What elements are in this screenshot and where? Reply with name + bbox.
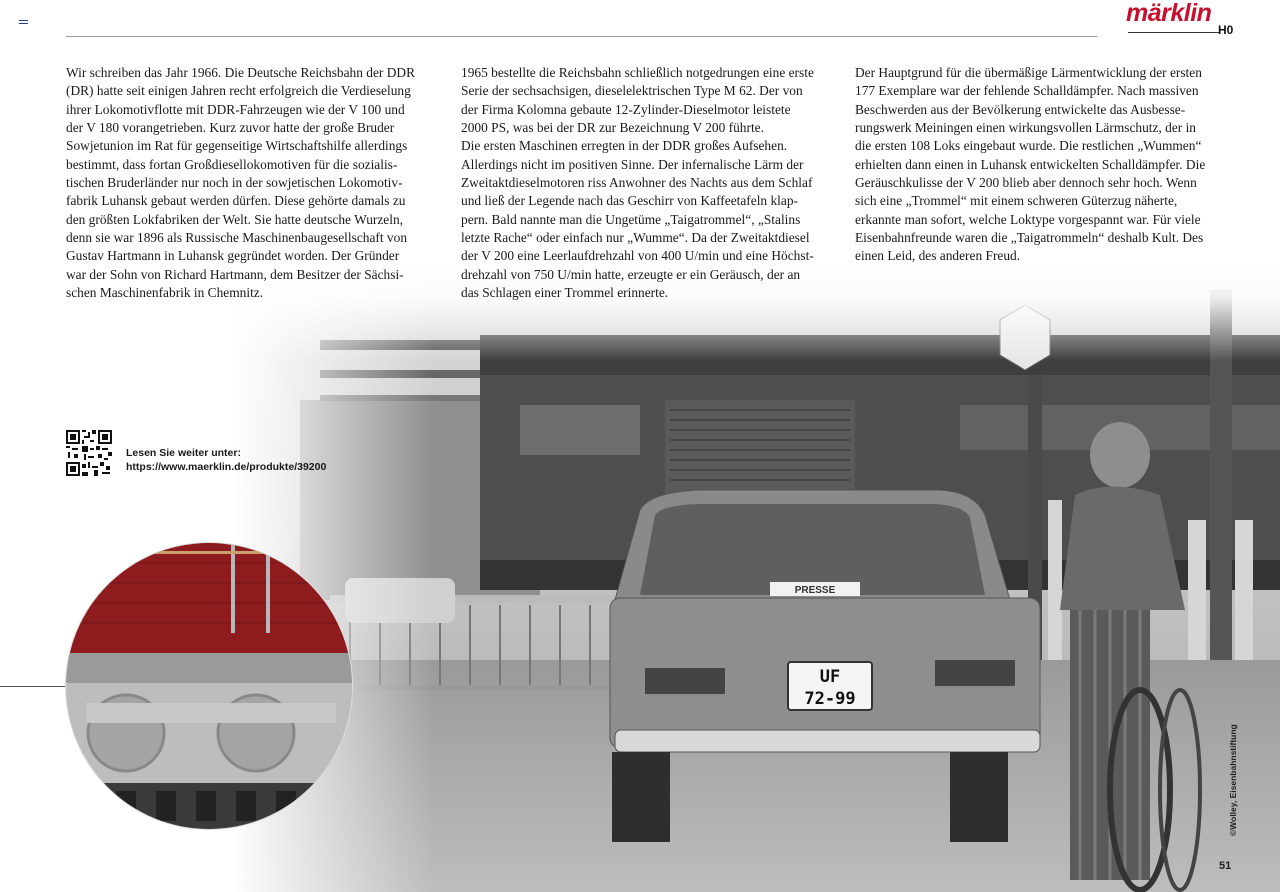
text-line: Eisenbahnfreunde waren die „Taigatrommeln“ deshalb Kult. Des xyxy=(855,230,1204,246)
text-line: Der Hauptgrund für die übermäßige Lärmentwicklung der ersten xyxy=(855,65,1202,80)
text-line: rungswerk Meiningen einen wirkungsvollen Lärmschutz, der in xyxy=(855,120,1197,136)
text-line: Zweitaktdieselmotoren riss Anwohner des Nachts aus dem Schlaf xyxy=(461,175,813,191)
logo-underline xyxy=(1128,32,1220,33)
text-line: war der Sohn von Richard Hartmann, dem Besitzer der Sächsi- xyxy=(66,266,404,282)
text-column-1 xyxy=(66,64,444,302)
text-line: Geräuschkulisse der V 200 blieb aber dennoch sehr hoch. Wenn xyxy=(855,175,1197,191)
text-line: drehzahl von 750 U/min hatte, erzeugte er ein Geräusch, der an xyxy=(461,266,801,282)
text-line: die ersten 108 Loks eingebaut wurde. Die restlichen „Wummen“ xyxy=(855,138,1202,154)
maerklin-logo xyxy=(1126,0,1238,40)
model-detail-inset xyxy=(66,543,352,829)
text-line: Die ersten Maschinen erregten in der DDR großes Aufsehen. xyxy=(461,138,788,154)
text-line: fabrik Luhansk gebaut werden dürfen. Diese gehörte damals zu xyxy=(66,193,406,209)
text-line: Wir schreiben das Jahr 1966. Die Deutsche Reichsbahn der DDR xyxy=(66,65,416,80)
text-line: ihrer Lokomotivflotte mit DDR-Fahrzeugen wie der V 100 und xyxy=(66,101,405,117)
text-line: bestimmt, dass fortan Großdiesellokomotiven für die sozialis- xyxy=(66,156,398,172)
qr-caption xyxy=(126,446,326,474)
text-line: einen Leid, des anderen Freud. xyxy=(855,248,1021,264)
text-line: der Firma Kolomna gebaute 12-Zylinder-Dieselmotor leistete xyxy=(461,101,791,117)
header-divider xyxy=(66,36,1097,37)
text-line: der V 200 eine Leerlaufdrehzahl von 400 U/min und eine Höchst- xyxy=(461,248,814,264)
qr-label: Lesen Sie weiter unter: xyxy=(126,447,241,459)
text-line: (DR) hatte seit einigen Jahren recht erfolgreich die Verdieselung xyxy=(66,83,411,99)
text-line: Allerdings nicht im positiven Sinne. Der infernalische Lärm der xyxy=(461,156,804,172)
text-line: Serie der sechsachsigen, dieselelektrischen Type M 62. Der von xyxy=(461,83,803,99)
text-line: der V 180 vorangetrieben. Kurz zuvor hatte der große Bruder xyxy=(66,120,395,136)
product-link[interactable]: https://www.maerklin.de/produkte/39200 xyxy=(126,461,327,473)
menu-icon[interactable] xyxy=(19,20,28,27)
text-column-3 xyxy=(855,64,1233,266)
text-line: Sowjetunion im Rat für gegenseitige Wirtschaftshilfe allerdings xyxy=(66,138,408,154)
text-line: 2000 PS, was bei der DR zur Bezeichnung V 200 führte. xyxy=(461,120,764,136)
photo-credit: ©Wolley, Eisenbahnstiftung xyxy=(1228,724,1238,836)
text-line: Gustav Hartmann in Luhansk gegründet worden. Der Gründer xyxy=(66,248,400,264)
scale-label: H0 xyxy=(1218,23,1234,37)
qr-code[interactable] xyxy=(66,430,112,476)
text-line: Beschwerden aus der Bevölkerung entwickelte das Ausbesse- xyxy=(855,101,1186,117)
text-line: den größten Lokfabriken der Welt. Sie hatte deutsche Wurzeln, xyxy=(66,211,404,227)
text-line: 1965 bestellte die Reichsbahn schließlich notgedrungen eine erste xyxy=(461,65,814,80)
text-line: denn sie war 1896 als Russische Maschinenbaugesellschaft von xyxy=(66,230,408,246)
text-line: tischen Bruderländer nur noch in der sowjetischen Lokomotiv- xyxy=(66,175,403,191)
text-line: pern. Bald nannte man die Ungetüme „Taigatrommel“, „Stalins xyxy=(461,211,801,227)
text-line: erhielten dann einen in Luhansk entwickelten Schalldämpfer. Die xyxy=(855,156,1206,172)
text-column-2 xyxy=(461,64,839,302)
text-line: sich eine „Trommel“ mit einem schweren Güterzug näherte, xyxy=(855,193,1178,209)
page-number: 51 xyxy=(1219,860,1232,872)
text-line: letzte Rache“ oder einfach nur „Wumme“. Da der Zweitaktdiesel xyxy=(461,230,810,246)
text-line: das Schlagen einer Trommel erinnerte. xyxy=(461,285,669,301)
text-line: schen Maschinenfabrik in Chemnitz. xyxy=(66,285,264,301)
text-line: und ließ der Legende nach das Geschirr von Kaffeetafeln klap- xyxy=(461,193,798,209)
text-line: 177 Exemplare war der fehlende Schalldämpfer. Nach massiven xyxy=(855,83,1199,99)
logo-wordmark: märklin xyxy=(1126,0,1212,27)
text-line: erkannte man sofort, welche Loktype vorgespannt war. Für viele xyxy=(855,211,1201,227)
side-divider xyxy=(0,686,68,687)
